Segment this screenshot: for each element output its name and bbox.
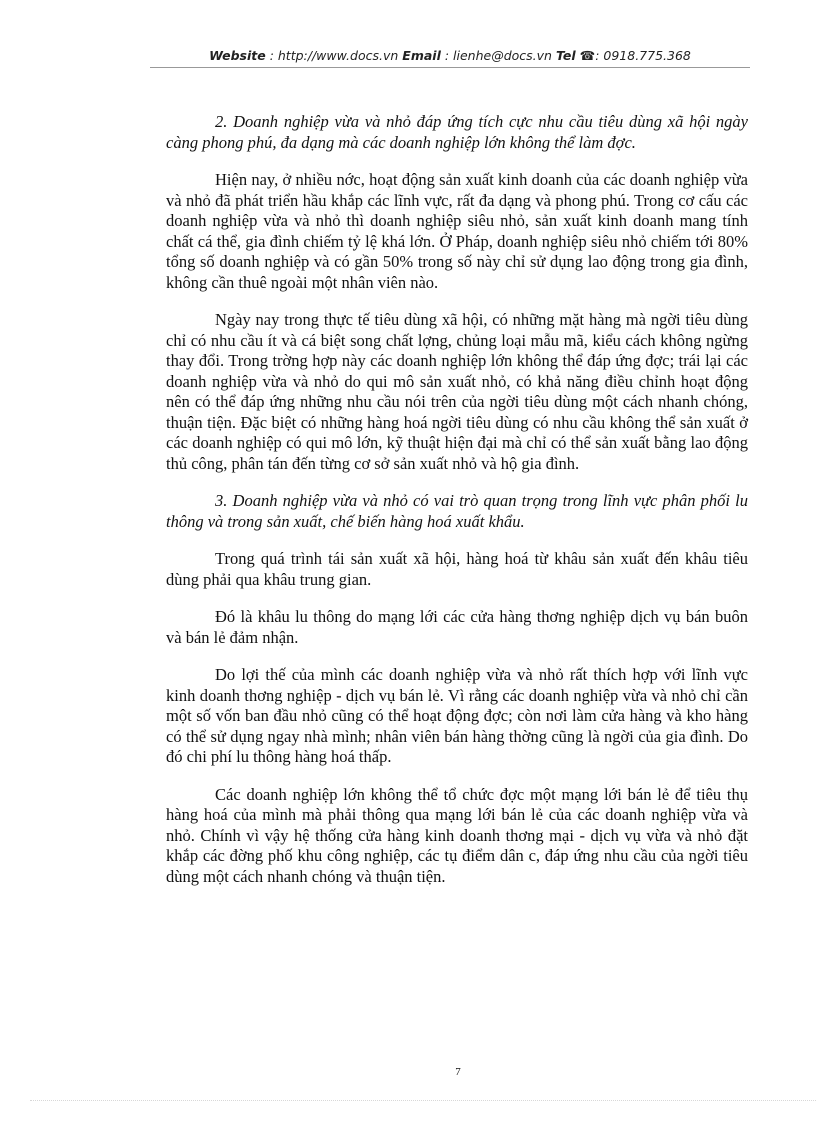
- body-paragraph: Trong quá trình tái sản xuất xã hội, hàng hoá từ khâu sản xuất đến khâu tiêu dùng phải qua khâu trung gian.: [166, 549, 748, 589]
- body-paragraph: Các doanh nghiệp lớn không thể tổ chức đợc một mạng lới bán lẻ để tiêu thụ hàng hoá của mình mà phải thông qua mạng lới bán lẻ của các doanh nghiệp vừa và nhỏ. Chính vì vậy hệ thống cửa hàng kinh doanh thơng mại - dịch vụ vừa và nhỏ đặt khắp các đờng phố khu công nghiệp, các tụ điểm dân c, đáp ứng nhu cầu của ngời tiêu dùng một cách nhanh chóng và thuận tiện.: [166, 784, 748, 886]
- body-paragraph: Do lợi thế của mình các doanh nghiệp vừa và nhỏ rất thích hợp với lĩnh vực kinh doanh thơng nghiệp - dịch vụ bán lẻ. Vì rằng các doanh nghiệp vừa và nhỏ chỉ cần một số vốn ban đầu nhỏ cũng có thể hoạt động đợc; còn nơi làm cửa hàng và kho hàng có thể sử dụng ngay nhà mình; nhân viên bán hàng thờng cũng là ngời của gia đình. Do đó chi phí lu thông hàng hoá thấp.: [166, 665, 748, 766]
- page-header: [150, 48, 750, 63]
- section-heading-3: 3. Doanh nghiệp vừa và nhỏ có vai trò quan trọng trong lĩnh vực phân phối lu thông và trong sản xuất, chế biến hàng hoá xuất khẩu.: [166, 491, 748, 531]
- email-label: Email: [402, 48, 441, 63]
- tel-value: : 0918.775.368: [595, 48, 691, 63]
- page-number: 7: [455, 1066, 461, 1078]
- body-paragraph: Đó là khâu lu thông do mạng lới các cửa hàng thơng nghiệp dịch vụ bán buôn và bán lẻ đảm nhận.: [166, 607, 748, 647]
- footer-divider: [30, 1100, 816, 1101]
- website-label: Website: [209, 48, 266, 63]
- header-divider: [150, 67, 750, 68]
- tel-label: Tel: [555, 48, 576, 63]
- email-value: : lienhe@docs.vn: [444, 48, 552, 63]
- phone-icon: ☎: [579, 48, 596, 63]
- section-heading-2: 2. Doanh nghiệp vừa và nhỏ đáp ứng tích cực nhu cầu tiêu dùng xã hội ngày càng phong phú, đa dạng mà các doanh nghiệp lớn không thể làm đợc.: [166, 112, 748, 152]
- body-paragraph: Hiện nay, ở nhiều nớc, hoạt động sản xuất kinh doanh của các doanh nghiệp vừa và nhỏ đã phát triển hầu khắp các lĩnh vực, rất đa dạng và phong phú. Trong cơ cấu các doanh nghiệp vừa và nhỏ thì doanh nghiệp siêu nhỏ, sản xuất kinh doanh mang tính chất cá thể, gia đình chiếm tỷ lệ khá lớn. Ở Pháp, doanh nghiệp siêu nhỏ chiếm tới 80% tổng số doanh nghiệp và có gần 50% trong số này chỉ sử dụng lao động trong gia đình, không cần thuê ngoài một nhân viên nào.: [166, 170, 748, 292]
- body-paragraph: Ngày nay trong thực tế tiêu dùng xã hội, có những mặt hàng mà ngời tiêu dùng chỉ có nhu cầu ít và cá biệt song chất lợng, chủng loại mẫu mã, kiểu cách không ngừng thay đổi. Trong trờng hợp này các doanh nghiệp lớn không thể đáp ứng đợc; trái lại các doanh nghiệp vừa và nhỏ do qui mô sản xuất nhỏ, có khả năng điều chỉnh hoạt động nên có thể đáp ứng những nhu cầu nói trên của ngời tiêu dùng một cách nhanh chóng, thuận tiện. Đặc biệt có những hàng hoá ngời tiêu dùng có nhu cầu không thể sản xuất ở các doanh nghiệp có qui mô lớn, kỹ thuật hiện đại mà chỉ có thể sản xuất bằng lao động thủ công, phân tán đến từng cơ sở sản xuất nhỏ và hộ gia đình.: [166, 310, 748, 473]
- website-value: : http://www.docs.vn: [269, 48, 399, 63]
- document-body: [166, 112, 748, 904]
